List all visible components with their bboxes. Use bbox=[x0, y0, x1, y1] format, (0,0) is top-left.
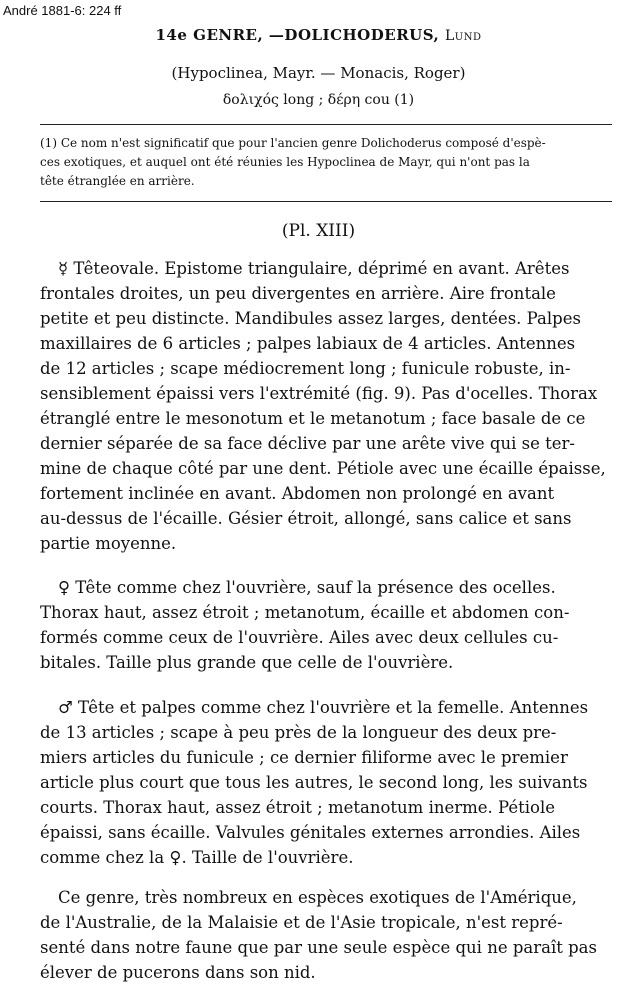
paragraph-female bbox=[40, 575, 612, 675]
text-line: partie moyenne. bbox=[40, 534, 177, 553]
text-line: épaissi, sans écaille. Valvules génitales externes arrondies. Ailes bbox=[40, 823, 581, 842]
text-line: de 13 articles ; scape à peu près de la longueur des deux pre- bbox=[40, 723, 557, 742]
text-line: bitales. Taille plus grande que celle de l'ouvrière. bbox=[40, 653, 454, 672]
text-line: au-dessus de l'écaille. Gésier étroit, allongé, sans calice et sans bbox=[40, 509, 572, 528]
text-line: frontales droites, un peu divergentes en arrière. Aire frontale bbox=[40, 284, 556, 303]
text-line: petite et peu distincte. Mandibules assez larges, dentées. Palpes bbox=[40, 309, 581, 328]
text-line: comme chez la ♀. Taille de l'ouvrière. bbox=[40, 848, 354, 867]
genus-heading: 14e GENRE, —DOLICHODERUS, bbox=[155, 26, 440, 44]
footnote bbox=[40, 134, 612, 191]
text-line: maxillaires de 6 articles ; palpes labiaux de 4 articles. Antennes bbox=[40, 334, 576, 353]
text-line: Ce genre, très nombreux en espèces exotiques de l'Amérique, bbox=[58, 888, 577, 907]
text-line: courts. Thorax haut, assez étroit ; metanotum inerme. Pétiole bbox=[40, 798, 556, 817]
text-line: sensiblement épaissi vers l'extrémité (fig. 9). Pas d'ocelles. Thorax bbox=[40, 384, 598, 403]
text-line: formés comme ceux de l'ouvrière. Ailes avec deux cellules cu- bbox=[40, 628, 559, 647]
paragraph-genus bbox=[40, 885, 612, 985]
etymology-line: δολιχός long ; δέρη cou (1) bbox=[222, 92, 415, 108]
text-line: ☿ Têteovale. Epistome triangulaire, déprimé en avant. Arêtes bbox=[58, 259, 570, 278]
text-line: mine de chaque côté par une dent. Pétiole avec une écaille épaisse, bbox=[40, 459, 606, 478]
text-line: fortement inclinée en avant. Abdomen non prolongé en avant bbox=[40, 484, 555, 503]
paragraph-worker bbox=[40, 256, 612, 556]
footnote-line: (1) Ce nom n'est significatif que pour l'ancien genre Dolichoderus composé d'espè- bbox=[40, 136, 546, 150]
genus-author: Lund bbox=[445, 28, 482, 44]
footnote-line: ces exotiques, et auquel ont été réunies les Hypoclinea de Mayr, qui n'ont pas la bbox=[40, 155, 530, 169]
text-line: étranglé entre le mesonotum et le metanotum ; face basale de ce bbox=[40, 409, 586, 428]
synonyms-line: (Hypoclinea, Mayr. — Monacis, Roger) bbox=[171, 64, 466, 82]
text-line: ♂ Tête et palpes comme chez l'ouvrière et la femelle. Antennes bbox=[58, 698, 589, 717]
text-line: miers articles du funicule ; ce dernier filiforme avec le premier bbox=[40, 748, 568, 767]
source-label: André 1881-6: 224 ff bbox=[3, 3, 122, 18]
text-line: ♀ Tête comme chez l'ouvrière, sauf la présence des ocelles. bbox=[58, 578, 556, 597]
text-line: article plus court que tous les autres, le second long, les suivants bbox=[40, 773, 588, 792]
text-line: de 12 articles ; scape médiocrement long ; funicule robuste, in- bbox=[40, 359, 571, 378]
paragraph-male bbox=[40, 695, 612, 870]
footnote-line: tête étranglée en arrière. bbox=[40, 174, 195, 188]
bottom-divider bbox=[40, 201, 612, 202]
text-line: de l'Australie, de la Malaisie et de l'Asie tropicale, n'est repré- bbox=[40, 913, 563, 932]
text-line: Thorax haut, assez étroit ; metanotum, écaille et abdomen con- bbox=[40, 603, 570, 622]
text-line: élever de pucerons dans son nid. bbox=[40, 963, 316, 982]
text-line: dernier séparée de sa face déclive par une arête vive qui se ter- bbox=[40, 434, 575, 453]
plate-reference: (Pl. XIII) bbox=[281, 221, 356, 241]
text-line: senté dans notre faune que par une seule espèce qui ne paraît pas bbox=[40, 938, 597, 957]
top-divider bbox=[40, 124, 612, 125]
genus-title bbox=[0, 26, 637, 44]
